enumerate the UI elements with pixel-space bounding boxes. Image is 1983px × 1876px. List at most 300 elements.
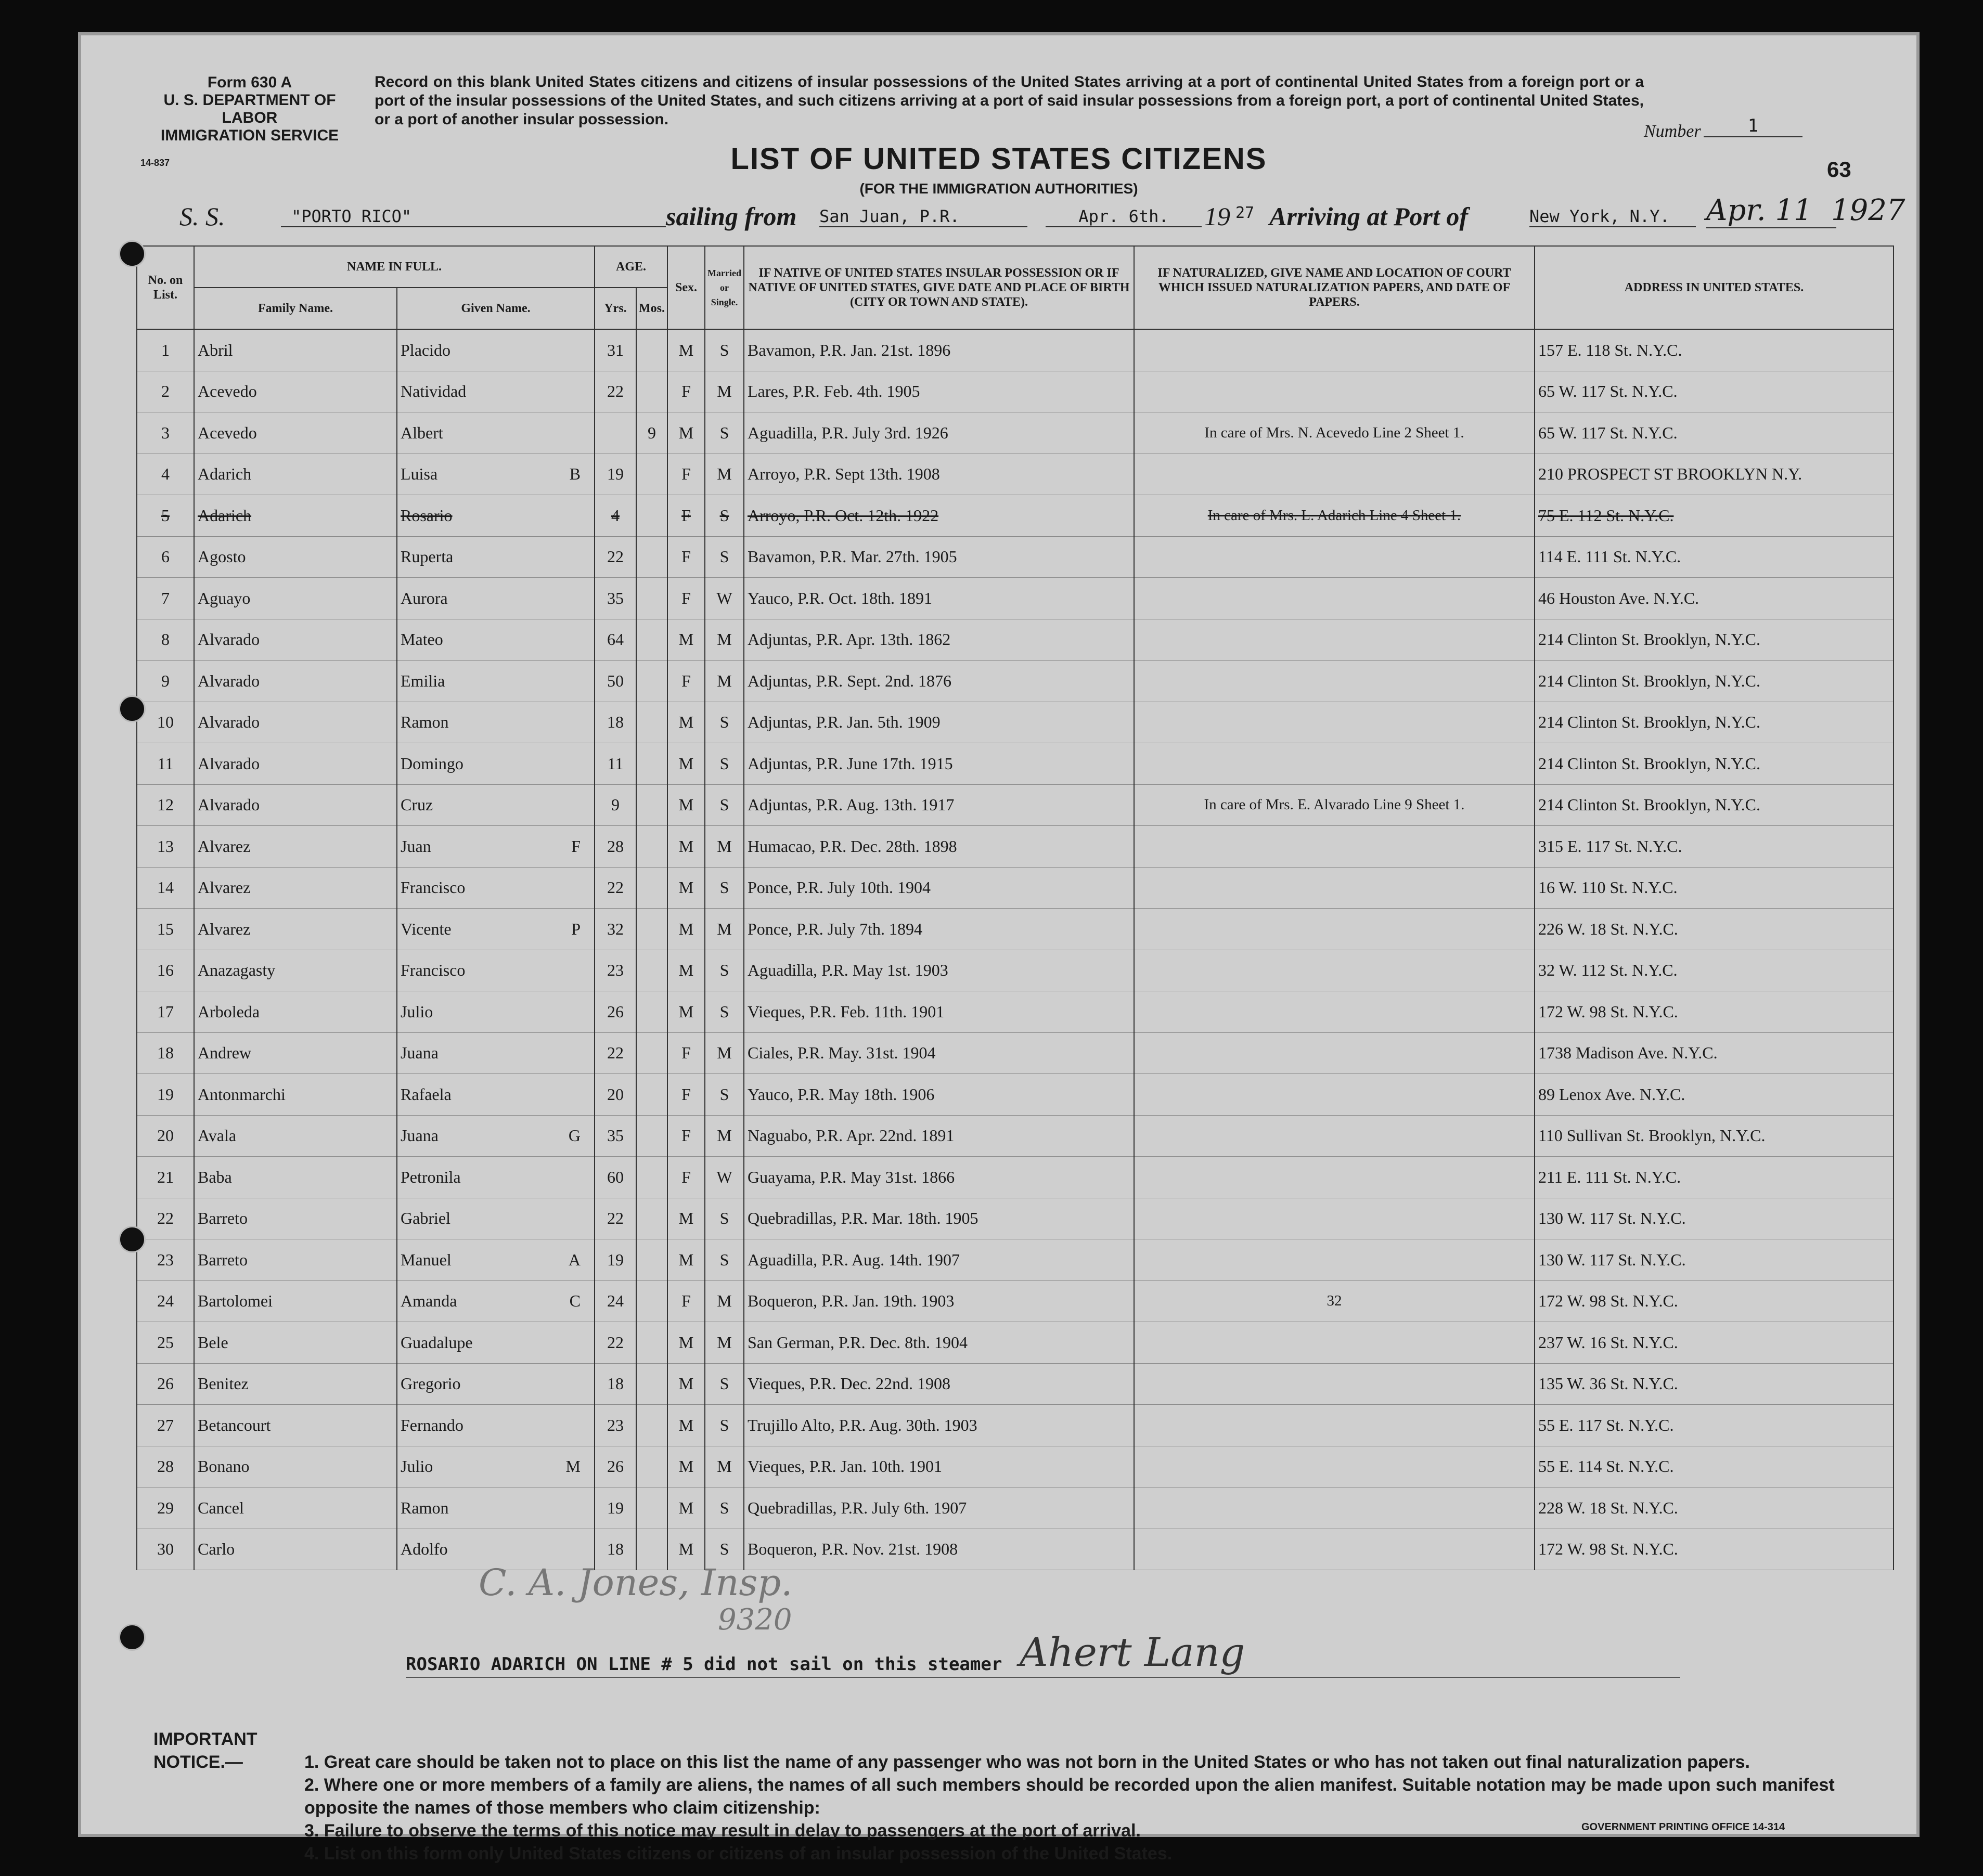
row-number: 8 <box>137 619 194 661</box>
given-name-text: Ramon <box>401 713 449 732</box>
naturalization-or-care <box>1134 1198 1535 1239</box>
row-number: 24 <box>137 1280 194 1322</box>
ss-label: S. S. <box>179 202 225 231</box>
given-name <box>397 661 595 702</box>
given-name <box>397 950 595 991</box>
marital-status: S <box>705 329 744 371</box>
sex: M <box>667 412 705 454</box>
sex: M <box>667 1239 705 1281</box>
age-years: 22 <box>595 371 636 412</box>
age-months <box>636 826 667 868</box>
given-name-text: Aurora <box>401 588 448 607</box>
given-name-text: Fernando <box>401 1415 463 1434</box>
birth-place-date: Ponce, P.R. July 10th. 1904 <box>744 867 1134 909</box>
table-row <box>137 495 1894 537</box>
address: 135 W. 36 St. N.Y.C. <box>1535 1363 1894 1405</box>
arrival-year-handwritten: 1927 <box>1831 193 1905 227</box>
naturalization-or-care: In care of Mrs. L. Adarich Line 4 Sheet 1. <box>1134 495 1535 537</box>
age-years: 19 <box>595 1239 636 1281</box>
age-years: 18 <box>595 1529 636 1570</box>
middle-initial: B <box>569 464 581 484</box>
age-months <box>636 1363 667 1405</box>
note-underline <box>406 1677 1680 1678</box>
col-name-in-full: NAME IN FULL. <box>194 246 595 288</box>
marital-status: S <box>705 867 744 909</box>
age-years: 50 <box>595 661 636 702</box>
birth-place-date: Adjuntas, P.R. Jan. 5th. 1909 <box>744 702 1134 743</box>
table-row <box>137 578 1894 619</box>
passenger-rows <box>137 329 1894 1570</box>
table-row <box>137 1487 1894 1529</box>
row-number: 23 <box>137 1239 194 1281</box>
table-row <box>137 371 1894 412</box>
marital-status: S <box>705 1198 744 1239</box>
sex: F <box>667 454 705 495</box>
age-months <box>636 1280 667 1322</box>
address: 228 W. 18 St. N.Y.C. <box>1535 1487 1894 1529</box>
naturalization-or-care <box>1134 1239 1535 1281</box>
family-name: Alvarez <box>194 826 397 868</box>
birth-place-date: Humacao, P.R. Dec. 28th. 1898 <box>744 826 1134 868</box>
family-name: Alvarado <box>194 702 397 743</box>
address: 46 Houston Ave. N.Y.C. <box>1535 578 1894 619</box>
birth-place-date: Boqueron, P.R. Nov. 21st. 1908 <box>744 1529 1134 1570</box>
middle-initial: M <box>565 1457 581 1476</box>
address: 214 Clinton St. Brooklyn, N.Y.C. <box>1535 661 1894 702</box>
row-number: 6 <box>137 536 194 578</box>
family-name: Alvarado <box>194 743 397 785</box>
sex: M <box>667 1529 705 1570</box>
given-name <box>397 1446 595 1487</box>
given-name-text: Albert <box>401 423 443 442</box>
col-yrs: Yrs. <box>595 288 636 329</box>
naturalization-or-care: In care of Mrs. N. Acevedo Line 2 Sheet 1. <box>1134 412 1535 454</box>
family-name: Betancourt <box>194 1405 397 1446</box>
address: 65 W. 117 St. N.Y.C. <box>1535 371 1894 412</box>
given-name-text: Mateo <box>401 630 443 649</box>
naturalization-or-care <box>1134 371 1535 412</box>
naturalization-or-care <box>1134 578 1535 619</box>
age-years: 22 <box>595 536 636 578</box>
given-name-text: Placido <box>401 340 450 359</box>
age-years: 22 <box>595 1198 636 1239</box>
age-months <box>636 784 667 826</box>
birth-place-date: Bavamon, P.R. Mar. 27th. 1905 <box>744 536 1134 578</box>
age-months <box>636 1157 667 1198</box>
table-row <box>137 909 1894 950</box>
given-name-text: Rosario <box>401 506 453 525</box>
marital-status: S <box>705 1239 744 1281</box>
col-address: ADDRESS IN UNITED STATES. <box>1535 246 1894 329</box>
col-no: No. on List. <box>137 246 194 329</box>
page-subtitle: (FOR THE IMMIGRATION AUTHORITIES) <box>859 180 1138 197</box>
given-name <box>397 1115 595 1157</box>
given-name <box>397 1239 595 1281</box>
page-number: 63 <box>1827 157 1851 182</box>
family-name: Acevedo <box>194 412 397 454</box>
address: 114 E. 111 St. N.Y.C. <box>1535 536 1894 578</box>
table-row <box>137 784 1894 826</box>
age-years: 31 <box>595 329 636 371</box>
birth-place-date: Adjuntas, P.R. Apr. 13th. 1862 <box>744 619 1134 661</box>
address: 55 E. 114 St. N.Y.C. <box>1535 1446 1894 1487</box>
table-row <box>137 454 1894 495</box>
address: 172 W. 98 St. N.Y.C. <box>1535 1529 1894 1570</box>
address: 210 PROSPECT ST BROOKLYN N.Y. <box>1535 454 1894 495</box>
table-row <box>137 743 1894 785</box>
table-row <box>137 1280 1894 1322</box>
table-row <box>137 1074 1894 1116</box>
given-name-text: Ruperta <box>401 547 454 566</box>
family-name: Bele <box>194 1322 397 1364</box>
given-name-text: Domingo <box>401 754 463 773</box>
row-number: 25 <box>137 1322 194 1364</box>
table-row <box>137 702 1894 743</box>
middle-initial: G <box>568 1126 581 1145</box>
inspector-signature-number: 9320 <box>718 1603 792 1637</box>
address: 65 W. 117 St. N.Y.C. <box>1535 412 1894 454</box>
row-number: 20 <box>137 1115 194 1157</box>
sex: M <box>667 1322 705 1364</box>
ship-name: "PORTO RICO" <box>281 206 666 227</box>
marital-status: M <box>705 1280 744 1322</box>
birth-place-date: Boqueron, P.R. Jan. 19th. 1903 <box>744 1280 1134 1322</box>
given-name-text: Francisco <box>401 878 466 897</box>
row-number: 16 <box>137 950 194 991</box>
marital-status: S <box>705 991 744 1033</box>
birth-place-date: Lares, P.R. Feb. 4th. 1905 <box>744 371 1134 412</box>
sex: F <box>667 1074 705 1116</box>
family-name: Barreto <box>194 1198 397 1239</box>
sex: F <box>667 1032 705 1074</box>
given-name <box>397 371 595 412</box>
arriving-label: Arriving at Port of <box>1269 202 1468 231</box>
table-row <box>137 1115 1894 1157</box>
naturalization-or-care: 32 <box>1134 1280 1535 1322</box>
given-name <box>397 826 595 868</box>
given-name <box>397 743 595 785</box>
family-name: Barreto <box>194 1239 397 1281</box>
family-name: Arboleda <box>194 991 397 1033</box>
naturalization-or-care <box>1134 661 1535 702</box>
officer-signature: Ahert Lang <box>1020 1629 1245 1675</box>
marital-status: M <box>705 454 744 495</box>
family-name: Acevedo <box>194 371 397 412</box>
naturalization-or-care <box>1134 329 1535 371</box>
age-months <box>636 1446 667 1487</box>
sex: M <box>667 702 705 743</box>
given-name-text: Luisa <box>401 464 438 484</box>
marital-status: S <box>705 784 744 826</box>
notice-item-2: 2. Where one or more members of a family are aliens, the names of all such members should be recorded upon the alien manifest. Suitable notation may be made upon such manifest opposite the names of those members who claim citizenship: <box>304 1775 1835 1818</box>
punch-hole <box>119 1624 146 1651</box>
age-months <box>636 743 667 785</box>
age-months <box>636 1487 667 1529</box>
family-name: Agosto <box>194 536 397 578</box>
table-row <box>137 867 1894 909</box>
age-months <box>636 702 667 743</box>
marital-status: S <box>705 1074 744 1116</box>
given-name-text: Julio <box>401 1002 433 1021</box>
age-years: 23 <box>595 1405 636 1446</box>
age-months <box>636 1405 667 1446</box>
birth-place-date: Quebradillas, P.R. July 6th. 1907 <box>744 1487 1134 1529</box>
intro-text: Record on this blank United States citizens and citizens of insular possessions of the United States arriving at a port of continental United States from a foreign port or a port of the insular possessions of the United States, and such citizens arriving at a port of said insular possessions from a foreign port, a port of continental United States, or a port of another insular possession. <box>375 73 1644 128</box>
notice-item-1: 1. Great care should be taken not to place on this list the name of any passenger who was not born in the United States or who has not taken out final naturalization papers. <box>304 1752 1750 1772</box>
naturalization-or-care <box>1134 991 1535 1033</box>
family-name: Andrew <box>194 1032 397 1074</box>
marital-status: S <box>705 412 744 454</box>
given-name <box>397 784 595 826</box>
middle-initial: A <box>568 1250 581 1269</box>
row-number: 15 <box>137 909 194 950</box>
col-naturalized: IF NATURALIZED, GIVE NAME AND LOCATION OF COURT WHICH ISSUED NATURALIZATION PAPERS, AND DATE OF PAPERS. <box>1134 246 1535 329</box>
naturalization-or-care <box>1134 1115 1535 1157</box>
sex: M <box>667 826 705 868</box>
given-name <box>397 329 595 371</box>
family-name: Aguayo <box>194 578 397 619</box>
table-row <box>137 1322 1894 1364</box>
address: 172 W. 98 St. N.Y.C. <box>1535 1280 1894 1322</box>
row-number: 3 <box>137 412 194 454</box>
table-header-row <box>137 246 1894 288</box>
given-name <box>397 412 595 454</box>
age-months <box>636 1322 667 1364</box>
age-years: 28 <box>595 826 636 868</box>
age-years: 32 <box>595 909 636 950</box>
address: 172 W. 98 St. N.Y.C. <box>1535 991 1894 1033</box>
sailing-label: sailing from <box>666 202 797 231</box>
table-row <box>137 536 1894 578</box>
given-name <box>397 1198 595 1239</box>
age-months <box>636 495 667 537</box>
age-months <box>636 1115 667 1157</box>
marital-status: M <box>705 661 744 702</box>
row-number: 27 <box>137 1405 194 1446</box>
address: 214 Clinton St. Brooklyn, N.Y.C. <box>1535 702 1894 743</box>
family-name: Adarich <box>194 454 397 495</box>
age-years: 26 <box>595 1446 636 1487</box>
age-months: 9 <box>636 412 667 454</box>
given-name <box>397 867 595 909</box>
sex: M <box>667 619 705 661</box>
marital-status: S <box>705 536 744 578</box>
age-years: 22 <box>595 1032 636 1074</box>
address: 1738 Madison Ave. N.Y.C. <box>1535 1032 1894 1074</box>
table-row <box>137 1405 1894 1446</box>
row-number: 17 <box>137 991 194 1033</box>
row-number: 7 <box>137 578 194 619</box>
given-name <box>397 1280 595 1322</box>
given-name-text: Adolfo <box>401 1539 448 1559</box>
marital-status: W <box>705 1157 744 1198</box>
naturalization-or-care <box>1134 826 1535 868</box>
age-months <box>636 329 667 371</box>
col-age: AGE. <box>595 246 667 288</box>
sex: M <box>667 1487 705 1529</box>
birth-place-date: Ponce, P.R. July 7th. 1894 <box>744 909 1134 950</box>
family-name: Carlo <box>194 1529 397 1570</box>
notice-label: IMPORTANT NOTICE.— <box>153 1729 257 1772</box>
col-married: Married or Single. <box>705 246 744 329</box>
row-number: 21 <box>137 1157 194 1198</box>
given-name-text: Petronila <box>401 1167 461 1186</box>
given-name-text: Cruz <box>401 795 433 814</box>
given-name-text: Gabriel <box>401 1209 450 1228</box>
marital-status: S <box>705 495 744 537</box>
col-sex: Sex. <box>667 246 705 329</box>
marital-status: M <box>705 619 744 661</box>
family-name: Anazagasty <box>194 950 397 991</box>
given-name-text: Guadalupe <box>401 1332 473 1352</box>
address: 32 W. 112 St. N.Y.C. <box>1535 950 1894 991</box>
naturalization-or-care <box>1134 536 1535 578</box>
given-name <box>397 702 595 743</box>
arrival-date-handwritten: Apr. 11 <box>1706 193 1836 228</box>
table-row <box>137 991 1894 1033</box>
sex: F <box>667 536 705 578</box>
row-number: 26 <box>137 1363 194 1405</box>
col-mos: Mos. <box>636 288 667 329</box>
given-name-text: Vicente <box>401 919 452 938</box>
row-number: 18 <box>137 1032 194 1074</box>
sex: F <box>667 495 705 537</box>
naturalization-or-care <box>1134 1446 1535 1487</box>
punch-hole <box>119 240 146 267</box>
naturalization-or-care <box>1134 950 1535 991</box>
given-name <box>397 1487 595 1529</box>
sex: M <box>667 1446 705 1487</box>
table-row <box>137 1198 1894 1239</box>
age-years <box>595 412 636 454</box>
birth-place-date: Vieques, P.R. Feb. 11th. 1901 <box>744 991 1134 1033</box>
age-years: 64 <box>595 619 636 661</box>
marital-status: S <box>705 743 744 785</box>
marital-status: M <box>705 1115 744 1157</box>
address: 157 E. 118 St. N.Y.C. <box>1535 329 1894 371</box>
table-row <box>137 1363 1894 1405</box>
age-months <box>636 1074 667 1116</box>
age-months <box>636 1198 667 1239</box>
marital-status: M <box>705 1322 744 1364</box>
age-years: 24 <box>595 1280 636 1322</box>
service-name: IMMIGRATION SERVICE <box>160 127 339 144</box>
table-row <box>137 329 1894 371</box>
marital-status: M <box>705 1032 744 1074</box>
arriving-port: New York, N.Y. <box>1529 206 1696 227</box>
naturalization-or-care <box>1134 1405 1535 1446</box>
sex: F <box>667 1280 705 1322</box>
age-months <box>636 867 667 909</box>
table-row <box>137 1032 1894 1074</box>
row-number: 9 <box>137 661 194 702</box>
birth-place-date: Arroyo, P.R. Sept 13th. 1908 <box>744 454 1134 495</box>
address: 130 W. 117 St. N.Y.C. <box>1535 1198 1894 1239</box>
notice-item-3: 3. Failure to observe the terms of this notice may result in delay to passengers at the port of arrival. <box>304 1821 1141 1841</box>
birth-place-date: Trujillo Alto, P.R. Aug. 30th. 1903 <box>744 1405 1134 1446</box>
naturalization-or-care <box>1134 454 1535 495</box>
family-name: Alvarado <box>194 619 397 661</box>
row-number: 10 <box>137 702 194 743</box>
marital-status: M <box>705 371 744 412</box>
table-row <box>137 1529 1894 1570</box>
family-name: Alvarado <box>194 661 397 702</box>
given-name-text: Rafaela <box>401 1084 452 1104</box>
sex: M <box>667 950 705 991</box>
address: 75 E. 112 St. N.Y.C. <box>1535 495 1894 537</box>
marital-status: S <box>705 1405 744 1446</box>
age-months <box>636 991 667 1033</box>
naturalization-or-care <box>1134 909 1535 950</box>
given-name-text: Emilia <box>401 671 445 690</box>
birth-place-date: Vieques, P.R. Jan. 10th. 1901 <box>744 1446 1134 1487</box>
form-number: Form 630 A <box>207 74 292 91</box>
given-name-text: Juan <box>401 836 431 856</box>
birth-place-date: Ciales, P.R. May. 31st. 1904 <box>744 1032 1134 1074</box>
age-months <box>636 909 667 950</box>
age-years: 60 <box>595 1157 636 1198</box>
row-number: 12 <box>137 784 194 826</box>
middle-initial: C <box>569 1291 581 1311</box>
family-name: Alvarez <box>194 867 397 909</box>
address: 226 W. 18 St. N.Y.C. <box>1535 909 1894 950</box>
family-name: Benitez <box>194 1363 397 1405</box>
sex: F <box>667 1115 705 1157</box>
row-number: 29 <box>137 1487 194 1529</box>
age-years: 19 <box>595 1487 636 1529</box>
birth-place-date: Adjuntas, P.R. Sept. 2nd. 1876 <box>744 661 1134 702</box>
page-title: LIST OF UNITED STATES CITIZENS <box>730 142 1267 176</box>
age-months <box>636 661 667 702</box>
family-name: Abril <box>194 329 397 371</box>
age-years: 22 <box>595 1322 636 1364</box>
naturalization-or-care <box>1134 1322 1535 1364</box>
address: 214 Clinton St. Brooklyn, N.Y.C. <box>1535 743 1894 785</box>
age-years: 4 <box>595 495 636 537</box>
birth-place-date: Adjuntas, P.R. Aug. 13th. 1917 <box>744 784 1134 826</box>
marital-status: M <box>705 1446 744 1487</box>
marital-status: S <box>705 1487 744 1529</box>
sex: M <box>667 991 705 1033</box>
naturalization-or-care <box>1134 1529 1535 1570</box>
given-name-text: Natividad <box>401 382 467 401</box>
marital-status: S <box>705 1529 744 1570</box>
given-name-text: Juana <box>401 1043 439 1063</box>
given-name-text: Francisco <box>401 961 466 980</box>
birth-place-date: Naguabo, P.R. Apr. 22nd. 1891 <box>744 1115 1134 1157</box>
row-number: 30 <box>137 1529 194 1570</box>
middle-initial: F <box>571 836 581 856</box>
given-name <box>397 1363 595 1405</box>
row-number: 14 <box>137 867 194 909</box>
naturalization-or-care: In care of Mrs. E. Alvarado Line 9 Sheet 1. <box>1134 784 1535 826</box>
table-row <box>137 1157 1894 1198</box>
col-family-name: Family Name. <box>194 288 397 329</box>
age-months <box>636 536 667 578</box>
age-months <box>636 371 667 412</box>
row-number: 13 <box>137 826 194 868</box>
birth-place-date: Guayama, P.R. May 31st. 1866 <box>744 1157 1134 1198</box>
given-name-text: Amanda <box>401 1291 457 1311</box>
sex: M <box>667 1363 705 1405</box>
sex: F <box>667 578 705 619</box>
age-years: 19 <box>595 454 636 495</box>
given-name <box>397 454 595 495</box>
did-not-sail-note: ROSARIO ADARICH ON LINE # 5 did not sail on this steamer <box>406 1654 1002 1675</box>
sex: M <box>667 743 705 785</box>
punch-hole <box>119 695 146 722</box>
naturalization-or-care <box>1134 1074 1535 1116</box>
